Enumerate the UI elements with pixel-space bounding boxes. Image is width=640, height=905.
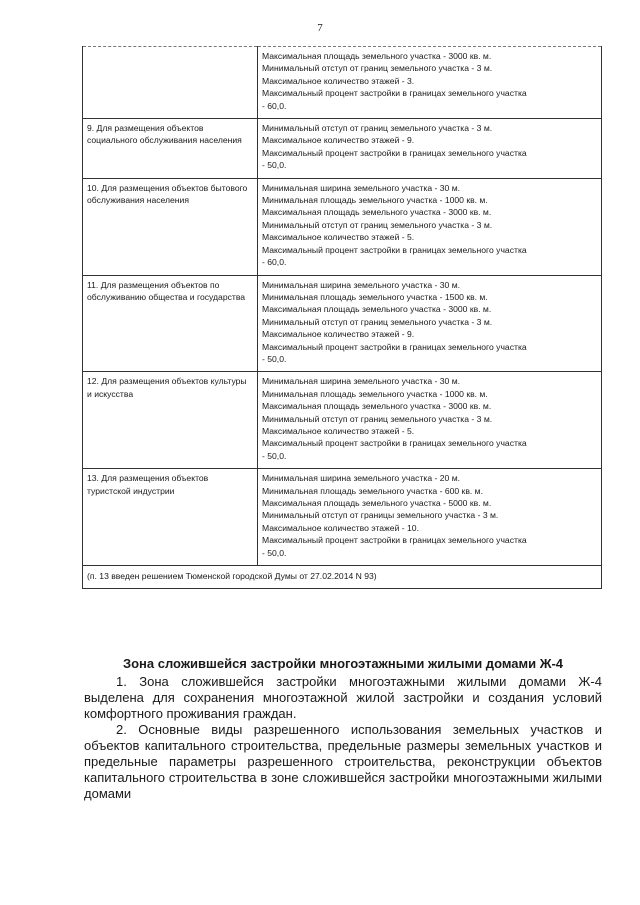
table-row xyxy=(83,119,602,179)
param-line: Максимальная площадь земельного участка - 3000 кв. м. xyxy=(262,401,492,412)
param-line: Максимальная площадь земельного участка - 3000 кв. м. xyxy=(262,304,492,315)
param-line: Минимальный отступ от границ земельного участка - 3 м. xyxy=(262,123,493,134)
land-use-type-cell: 10. Для размещения объектов бытового обслуживания населения xyxy=(83,178,258,275)
param-line: Максимальный процент застройки в границах земельного участка xyxy=(262,535,527,546)
params-cell xyxy=(258,119,602,179)
zone-title: Зона сложившейся застройки многоэтажными жилыми домами Ж-4 xyxy=(122,656,564,671)
page-number: 7 xyxy=(317,22,323,34)
param-line: Минимальный отступ от границы земельного участка - 3 м. xyxy=(262,510,499,521)
param-line: Максимальный процент застройки в границах земельного участка xyxy=(262,244,527,255)
land-use-type-cell: 9. Для размещения объектов социального обслуживания населения xyxy=(83,119,258,179)
table-row xyxy=(83,372,602,469)
param-line: - 50,0. xyxy=(262,450,287,461)
land-use-type-cell: 13. Для размещения объектов туристской индустрии xyxy=(83,469,258,566)
table-row xyxy=(83,47,602,119)
param-line: Минимальный отступ от границ земельного участка - 3 м. xyxy=(262,219,493,230)
params-cell xyxy=(258,275,602,372)
param-line: Максимальный процент застройки в границах земельного участка xyxy=(262,88,527,99)
param-line: Максимальное количество этажей - 9. xyxy=(262,135,415,146)
params-cell xyxy=(258,372,602,469)
params-cell xyxy=(258,47,602,119)
param-line: Максимальное количество этажей - 5. xyxy=(262,232,415,243)
param-line: - 60,0. xyxy=(262,257,287,268)
land-use-type-cell: 11. Для размещения объектов по обслуживанию общества и государства xyxy=(83,275,258,372)
param-line: Минимальная площадь земельного участка - 600 кв. м. xyxy=(262,485,483,496)
land-use-type-cell xyxy=(83,47,258,119)
amendment-note: (п. 13 введен решением Тюменской городской Думы от 27.02.2014 N 93) xyxy=(83,566,602,589)
table-row xyxy=(83,178,602,275)
param-line: - 60,0. xyxy=(262,100,287,111)
table-body xyxy=(83,47,602,589)
zone-zh4-section xyxy=(84,656,602,802)
param-line: Максимальная площадь земельного участка - 3000 кв. м. xyxy=(262,207,492,218)
param-line: Максимальная площадь земельного участка - 3000 кв. м. xyxy=(262,51,492,61)
land-use-params-table xyxy=(82,46,602,589)
param-line: Максимальный процент застройки в границах земельного участка xyxy=(262,438,527,449)
param-line: - 50,0. xyxy=(262,353,287,364)
param-line: Минимальная площадь земельного участка - 1000 кв. м. xyxy=(262,195,488,206)
param-line: Максимальный процент застройки в границах земельного участка xyxy=(262,147,527,158)
table-row xyxy=(83,275,602,372)
params-cell xyxy=(258,469,602,566)
table-note-row xyxy=(83,566,602,589)
param-line: Минимальный отступ от границ земельного участка - 3 м. xyxy=(262,63,493,74)
param-line: Минимальная площадь земельного участка - 1500 кв. м. xyxy=(262,291,488,302)
param-line: - 50,0. xyxy=(262,160,287,171)
zone-paragraph-1: 1. Зона сложившейся застройки многоэтажными жилыми домами Ж-4 выделена для сохранения многоэтажной жилой застройки и создания условий комфортного проживания граждан. xyxy=(84,674,602,721)
land-use-type-cell: 12. Для размещения объектов культуры и искусства xyxy=(83,372,258,469)
param-line: Максимальное количество этажей - 9. xyxy=(262,329,415,340)
param-line: Минимальная ширина земельного участка - 20 м. xyxy=(262,473,460,484)
param-line: Максимальное количество этажей - 3. xyxy=(262,75,415,86)
param-line: Максимальный процент застройки в границах земельного участка xyxy=(262,341,527,352)
param-line: Минимальный отступ от границ земельного участка - 3 м. xyxy=(262,413,493,424)
zone-paragraph-2: 2. Основные виды разрешенного использования земельных участков и объектов капитального строительства, предельные размеры земельных участков и предельные параметры разрешенного строительства, реконструкции объектов капитального строительства в зоне сложившейся застройки многоэтажными жилыми домами xyxy=(84,722,602,801)
param-line: Максимальная площадь земельного участка - 5000 кв. м. xyxy=(262,498,492,508)
param-line: Минимальная ширина земельного участка - 30 м. xyxy=(262,279,460,290)
params-cell xyxy=(258,178,602,275)
param-line: Максимальное количество этажей - 5. xyxy=(262,425,415,436)
param-line: - 50,0. xyxy=(262,547,287,558)
param-line: Минимальный отступ от границ земельного участка - 3 м. xyxy=(262,316,493,327)
param-line: Минимальная ширина земельного участка - 30 м. xyxy=(262,376,460,387)
param-line: Максимальное количество этажей - 10. xyxy=(262,522,419,533)
param-line: Минимальная ширина земельного участка - 30 м. xyxy=(262,182,460,193)
param-line: Минимальная площадь земельного участка - 1000 кв. м. xyxy=(262,388,488,399)
table-row xyxy=(83,469,602,566)
